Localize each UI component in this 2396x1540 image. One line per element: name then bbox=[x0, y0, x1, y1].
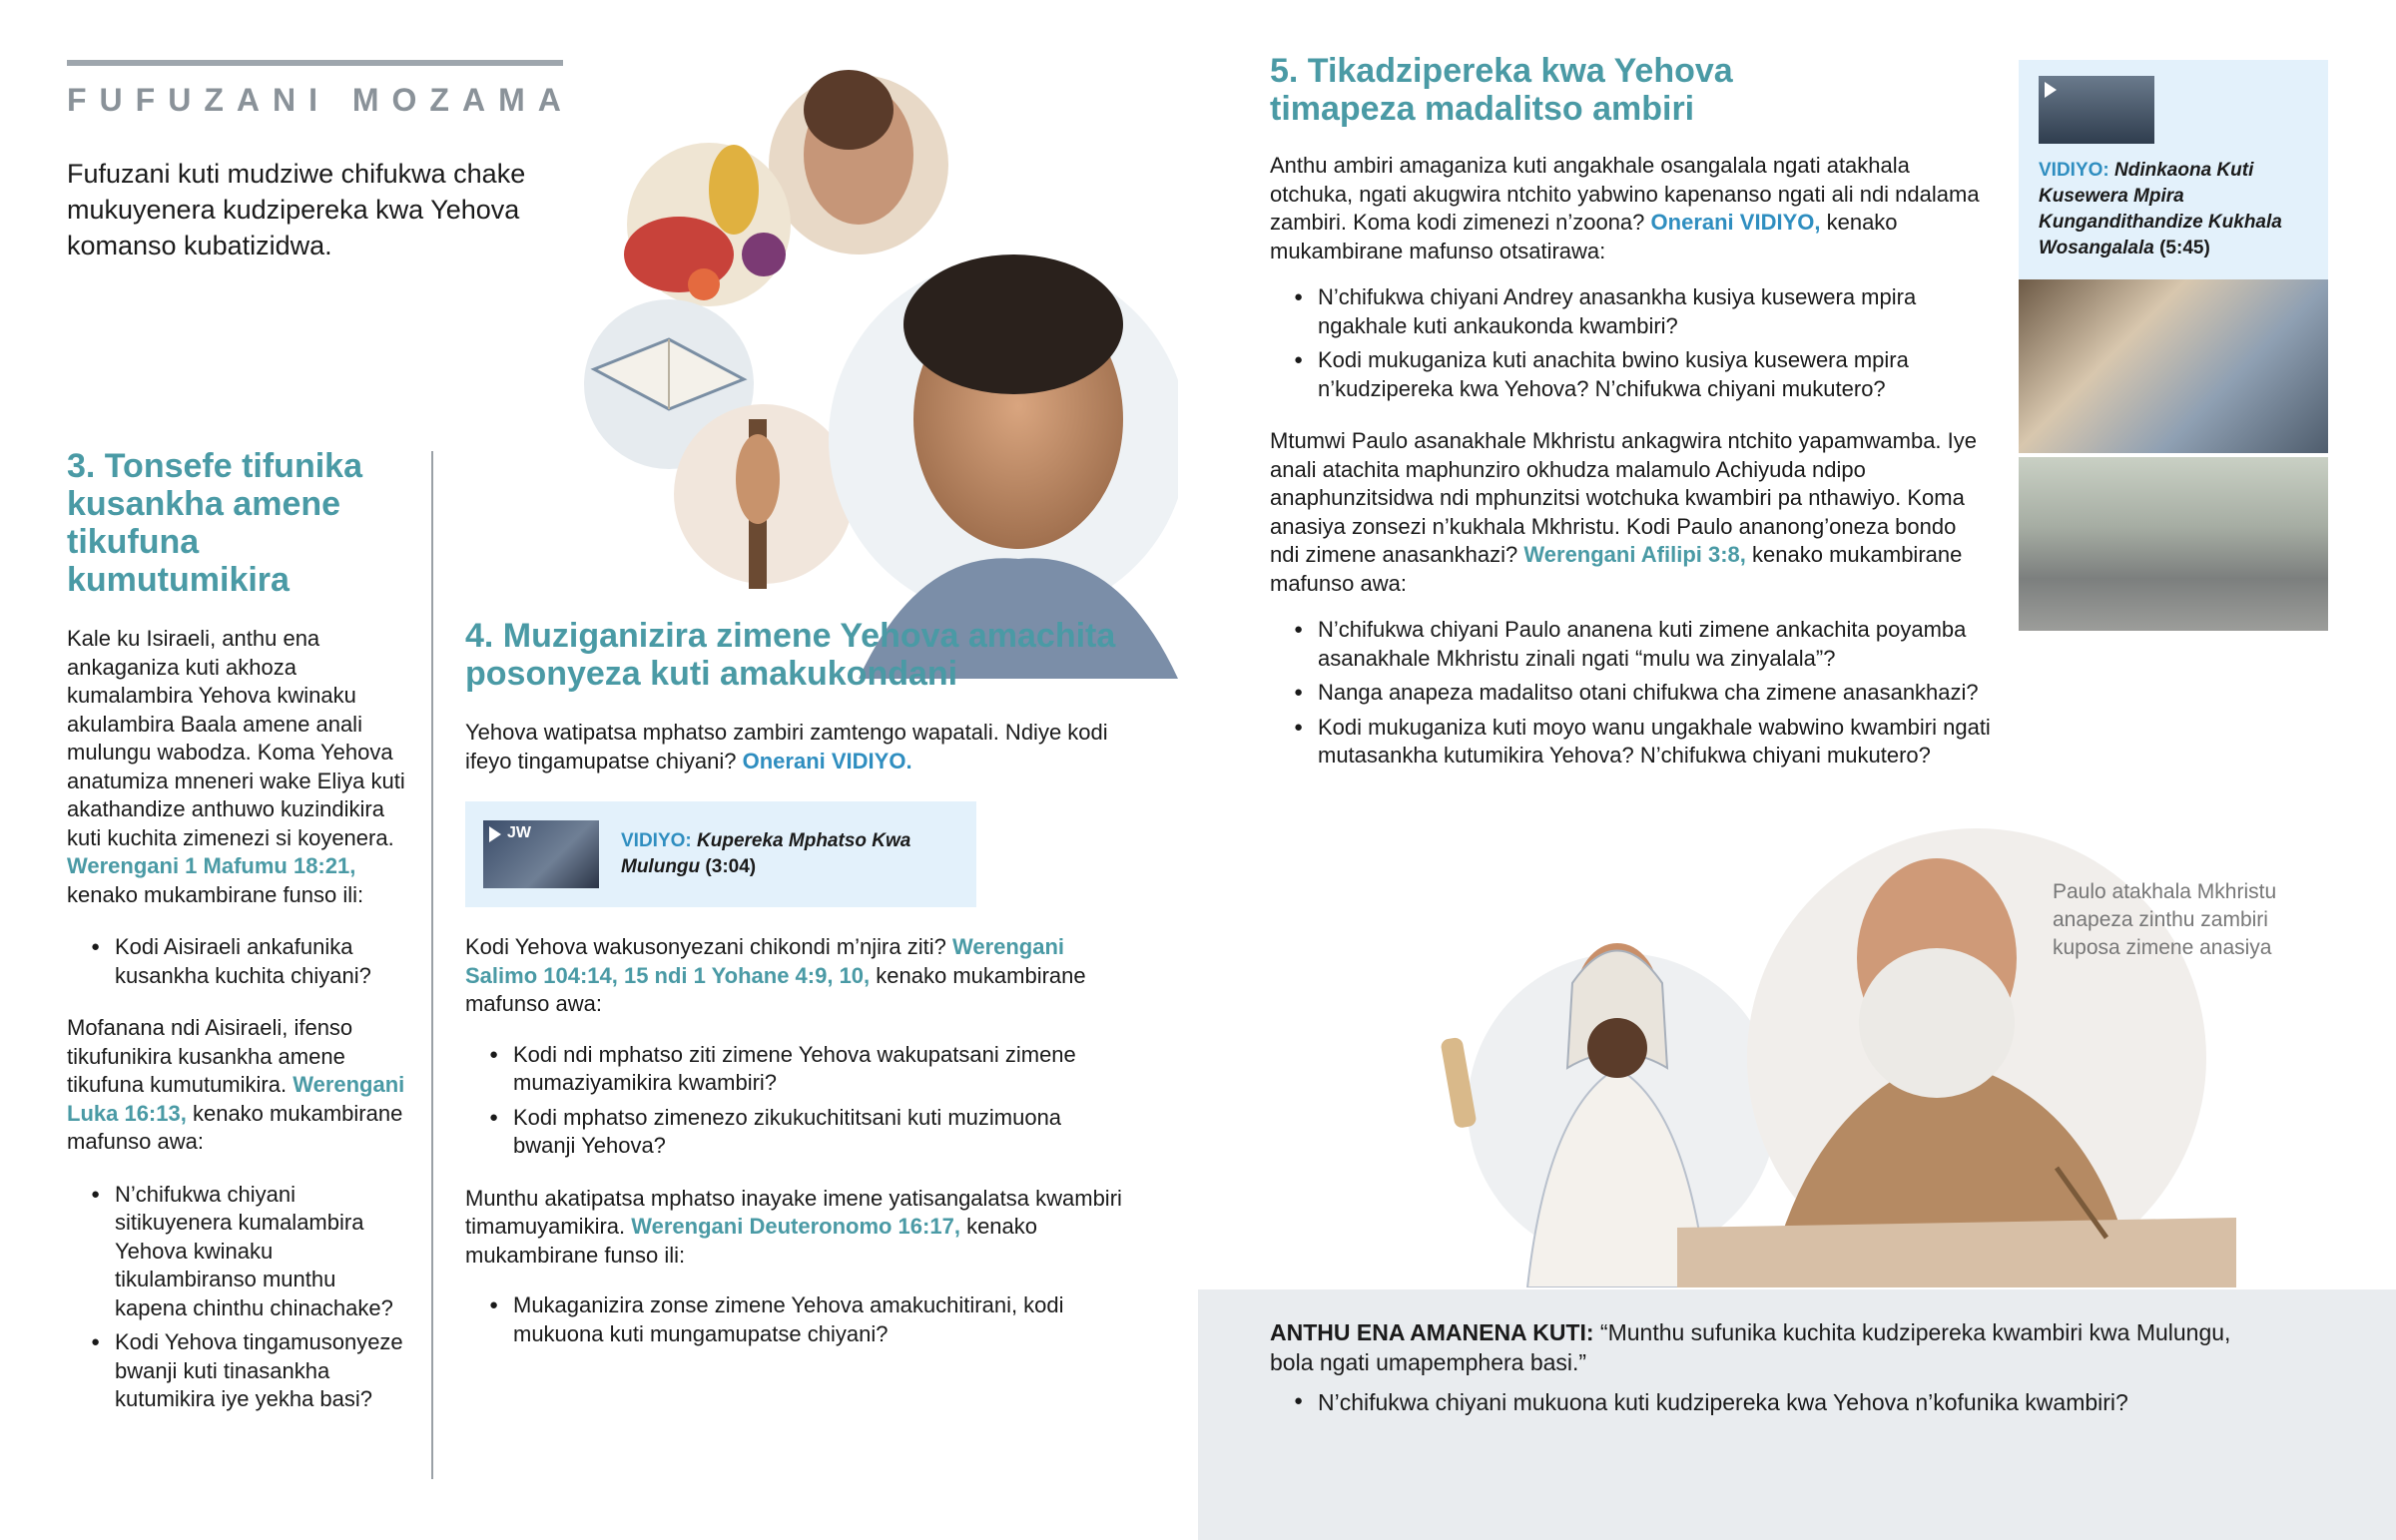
street-preaching-photo bbox=[2019, 457, 2328, 631]
scripture-link-psalm-john[interactable]: Werengani Salimo 104:14, 15 ndi 1 Yohane 4:9, 10, bbox=[465, 934, 1065, 988]
header-rule bbox=[67, 60, 563, 66]
question-item: ● Kodi Aisiraeli ankafunika kusankha kuchita chiyani? bbox=[67, 933, 406, 990]
section-3-paragraph-1: Kale ku Isiraeli, anthu ena ankaganiza kuti akhoza kumalambira Yehova kwinaku akulambira Baala amene anali mulungu wabodza. Koma Yehova anatumiza mneneri wake Eliya kuti akathandize anthuwo kuzindikira kuti kuchita zimenezi si koyenera. Werengani 1 Mafumu 18:21, kenako mukambirane funso ili: bbox=[67, 626, 405, 907]
section-5-paragraph-2: Mtumwi Paulo asanakhale Mkhristu ankagwira ntchito yapamwamba. Iye anali atachita maphunziro okhudza malamulo Achiyuda ndipo anaphunzitsidwa ndi mphunzitsi wotchuka kwambiri pa nthawiyo. Koma anasiya zonsezi n’kukhala Mkhristu. Kodi Paulo ananong’oneza bondo ndi zimene anasankhazi? Werengani Afilipi 3:8, kenako mukambirane mafunso awa: bbox=[1270, 428, 1977, 596]
video-card-andrey[interactable] bbox=[2019, 60, 2328, 279]
section-5-questions-2 bbox=[1270, 616, 2029, 770]
video-title: VIDIYO: Kupereka Mphatso Kwa Mulungu (3:04) bbox=[621, 830, 911, 877]
video-label: VIDIYO: bbox=[2039, 160, 2109, 181]
video-card-gift[interactable] bbox=[465, 801, 976, 907]
section-5 bbox=[1270, 52, 2029, 776]
quote-questions bbox=[1270, 1387, 2268, 1417]
play-icon bbox=[489, 826, 501, 842]
section-4-questions-2 bbox=[465, 1041, 1124, 1161]
question-item: ● N’chifukwa chiyani mukuona kuti kudzipereka kwa Yehova n’kofunika kwambiri? bbox=[1270, 1387, 2268, 1417]
column-divider bbox=[431, 451, 433, 1479]
question-item: ● Kodi Yehova tingamusonyeze bwanji kuti tinasankha kutumikira iye yekha basi? bbox=[67, 1328, 406, 1414]
scripture-link-philippians[interactable]: Werengani Afilipi 3:8, bbox=[1523, 542, 1746, 567]
section-4-paragraph-3: Munthu akatipatsa mphatso inayake imene yatisangalatsa kwambiri timamuyamikira. Werengani Deuteronomo 16:17, kenako mukambirane funso ili: bbox=[465, 1185, 1122, 1268]
question-item: ● Kodi mphatso zimenezo zikukuchititsani kuti muzimuona bwanji Yehova? bbox=[465, 1104, 1124, 1161]
quote-text: ANTHU ENA AMANENA KUTI: “Munthu sufunika kuchita kudzipereka kwambiri kwa Mulungu, bola ngati umapemphera basi.” bbox=[1270, 1319, 2231, 1375]
video-duration: (5:45) bbox=[2159, 238, 2210, 258]
section-4-title: 4. Muziganizira zimene Yehova amachita posonyeza kuti amakukondani bbox=[465, 617, 1116, 693]
intro-text: Fufuzani kuti mudziwe chifukwa chake mukuyenera kudzipereka kwa Yehova komanso kubatizidwa. bbox=[67, 159, 526, 260]
video-thumbnail[interactable] bbox=[2039, 76, 2154, 144]
question-item: ● Kodi mukuganiza kuti moyo wanu ungakhale wabwino kwambiri ngati mutasankha kutumikira Yehova? N’chifukwa chiyani mukutero? bbox=[1270, 714, 2029, 770]
question-item: ● Kodi ndi mphatso ziti zimene Yehova wakupatsani zimene mumaziyamikira kwambiri? bbox=[465, 1041, 1124, 1098]
question-item: ● Mukaganizira zonse zimene Yehova amakuchitirani, kodi mukuona kuti mungamupatse chiyani? bbox=[465, 1291, 1124, 1348]
section-3-title: 3. Tonsefe tifunika kusankha amene tikufuna kumutumikira bbox=[67, 447, 362, 599]
question-item: ● Kodi mukuganiza kuti anachita bwino kusiya kusewera mpira n’kudzipereka kwa Yehova? N’chifukwa chiyani mukutero? bbox=[1270, 346, 1969, 403]
quote-panel bbox=[1270, 1317, 2268, 1423]
section-3-questions-2 bbox=[67, 1181, 406, 1414]
jw-logo: JW bbox=[507, 824, 531, 841]
question-item: ● N’chifukwa chiyani sitikuyenera kumalambira Yehova kwinaku tikulambiranso munthu kapena chinthu chinachake? bbox=[67, 1181, 406, 1323]
video-title: VIDIYO: Ndinkaona Kuti Kusewera Mpira Kungandithandize Kukhala Wosangalala (5:45) bbox=[2039, 160, 2282, 258]
section-3-questions-1 bbox=[67, 933, 406, 990]
question-item: ● N’chifukwa chiyani Andrey anasankha kusiya kusewera mpira ngakhale kuti ankaukonda kwambiri? bbox=[1270, 283, 1969, 340]
gifts-illustration bbox=[559, 40, 1178, 679]
watch-video-link[interactable]: Onerani VIDIYO. bbox=[742, 748, 912, 773]
scripture-link-luke[interactable]: Werengani Luka 16:13, bbox=[67, 1072, 405, 1126]
question-item: ● N’chifukwa chiyani Paulo ananena kuti zimene ankachita poyamba asanakhale Mkhristu zinali ngati “mulu wa zinyalala”? bbox=[1270, 616, 1969, 673]
section-5-paragraph-1: Anthu ambiri amaganiza kuti angakhale osangalala ngati atakhala otchuka, ngati akugwira ntchito yabwino kapenanso ngati ali ndi ndalama zambiri. Koma kodi zimenezi n’zoona? Onerani VIDIYO, kenako mukambirane mafunso otsatirawa: bbox=[1270, 153, 1980, 263]
section-4-questions-3 bbox=[465, 1291, 1124, 1348]
video-duration: (3:04) bbox=[705, 856, 757, 877]
question-item: ● Nanga anapeza madalitso otani chifukwa cha zimene anasankhazi? bbox=[1270, 679, 2029, 708]
section-5-title: 5. Tikadzipereka kwa Yehova timapeza madalitso ambiri bbox=[1270, 52, 1733, 128]
play-icon bbox=[2045, 82, 2057, 98]
section-4-paragraph-2: Kodi Yehova wakusonyezani chikondi m’njira ziti? Werengani Salimo 104:14, 15 ndi 1 Yohane 4:9, 10, kenako mukambirane mafunso awa: bbox=[465, 934, 1086, 1016]
illustration-caption: Paulo atakhala Mkhristu anapeza zinthu zambiri kuposa zimene anasiya bbox=[2053, 880, 2277, 959]
section-5-questions-1 bbox=[1270, 283, 1969, 403]
section-3 bbox=[67, 447, 406, 1420]
video-label: VIDIYO: bbox=[621, 830, 692, 851]
watch-video-link[interactable]: Onerani VIDIYO, bbox=[1650, 210, 1821, 235]
section-4-paragraph-1: Yehova watipatsa mphatso zambiri zamtengo wapatali. Ndiye kodi ifeyo tingamupatse chiyani? Onerani VIDIYO. bbox=[465, 720, 1108, 773]
scripture-link-deuteronomy[interactable]: Werengani Deuteronomo 16:17, bbox=[631, 1214, 960, 1239]
page-kicker: FUFUZANI MOZAMA bbox=[67, 82, 574, 118]
man-at-laptop-photo bbox=[2019, 279, 2328, 453]
quote-label: ANTHU ENA AMANENA KUTI: bbox=[1270, 1319, 1594, 1345]
scripture-link-1-kings[interactable]: Werengani 1 Mafumu 18:21, bbox=[67, 853, 356, 878]
section-4 bbox=[465, 617, 1124, 1354]
section-3-paragraph-2: Mofanana ndi Aisiraeli, ifenso tikufunikira kusankha amene tikufuna kumutumikira. Werengani Luka 16:13, kenako mukambirane mafunso awa: bbox=[67, 1015, 405, 1154]
video-thumbnail[interactable] bbox=[483, 820, 599, 888]
